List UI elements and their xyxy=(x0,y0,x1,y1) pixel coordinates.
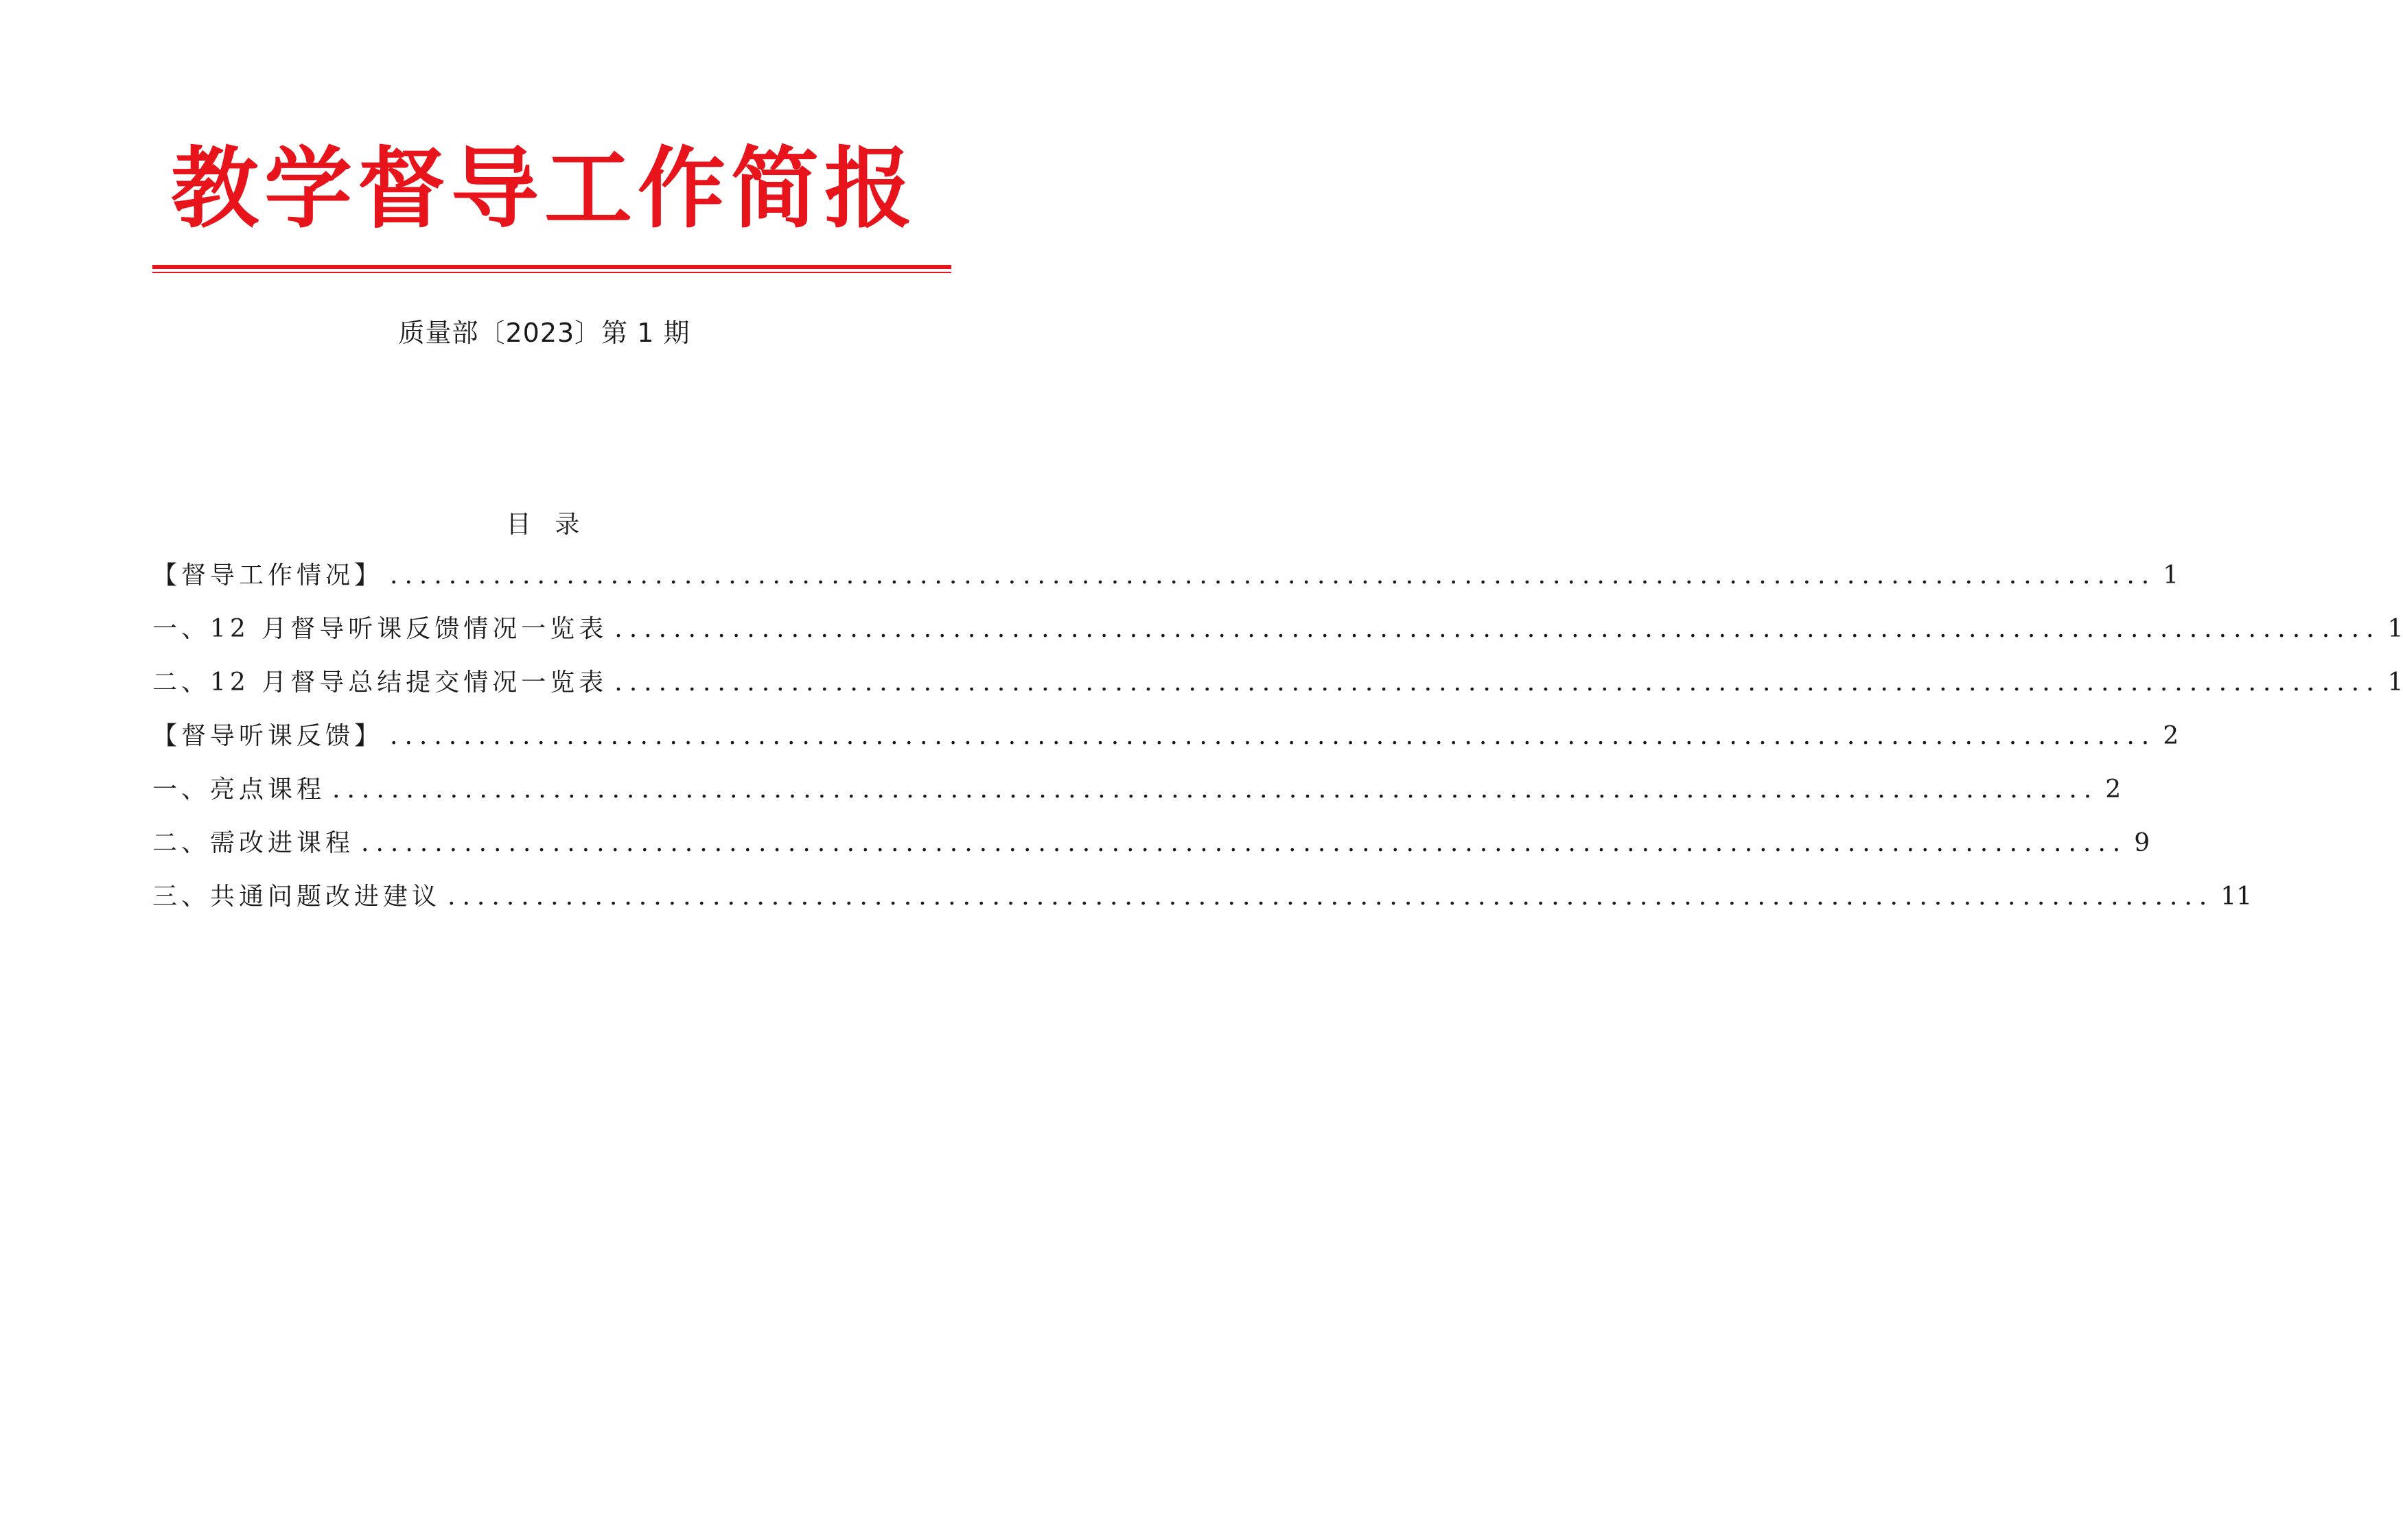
toc-entry-page: 1 xyxy=(2163,561,2179,590)
toc-entry-label: 一、亮点课程 xyxy=(152,775,326,804)
toc-entry-page: 1 xyxy=(2387,615,2403,643)
toc-leader-dots: ........................................................................................................................ xyxy=(361,829,2128,857)
toc-entry[interactable] xyxy=(152,611,2403,664)
toc-entry[interactable] xyxy=(152,825,2150,878)
toc-entry-label: 【督导工作情况】 xyxy=(152,561,384,590)
toc-entry-label: 【督导听课反馈】 xyxy=(152,722,384,750)
toc-leader-dots: ........................................................................................................................ xyxy=(448,883,2214,911)
toc-entry-page: 9 xyxy=(2134,829,2150,857)
toc-entry-page: 2 xyxy=(2105,775,2122,804)
toc-entry-label: 二、12 月督导总结提交情况一览表 xyxy=(152,668,608,697)
toc-entry[interactable] xyxy=(152,878,2253,932)
toc-leader-dots: ........................................................................................................................ xyxy=(390,722,2157,750)
toc-entry-label: 一、12 月督导听课反馈情况一览表 xyxy=(152,615,608,643)
table-of-contents xyxy=(152,557,2403,932)
toc-leader-dots: ........................................................................................................................ xyxy=(614,615,2381,643)
title-rule-thin xyxy=(152,272,951,273)
toc-entry[interactable] xyxy=(152,664,2403,718)
toc-entry-label: 三、共通问题改进建议 xyxy=(152,883,441,911)
toc-leader-dots: ........................................................................................................................ xyxy=(390,561,2157,590)
toc-entry-page: 2 xyxy=(2163,722,2179,750)
toc-entry-page: 11 xyxy=(2220,883,2253,911)
issue-number: 质量部〔2023〕第 1 期 xyxy=(398,318,690,348)
toc-entry[interactable] xyxy=(152,557,2179,611)
toc-leader-dots: ........................................................................................................................ xyxy=(332,775,2099,804)
toc-leader-dots: ........................................................................................................................ xyxy=(614,668,2381,697)
toc-heading: 目 录 xyxy=(506,511,583,539)
toc-entry-label: 二、需改进课程 xyxy=(152,829,355,857)
title-rule-thick xyxy=(152,265,951,269)
toc-entry-page: 1 xyxy=(2387,668,2403,697)
toc-entry[interactable] xyxy=(152,718,2179,771)
toc-entry[interactable] xyxy=(152,771,2122,825)
document-title: 教学督导工作简报 xyxy=(170,137,918,240)
